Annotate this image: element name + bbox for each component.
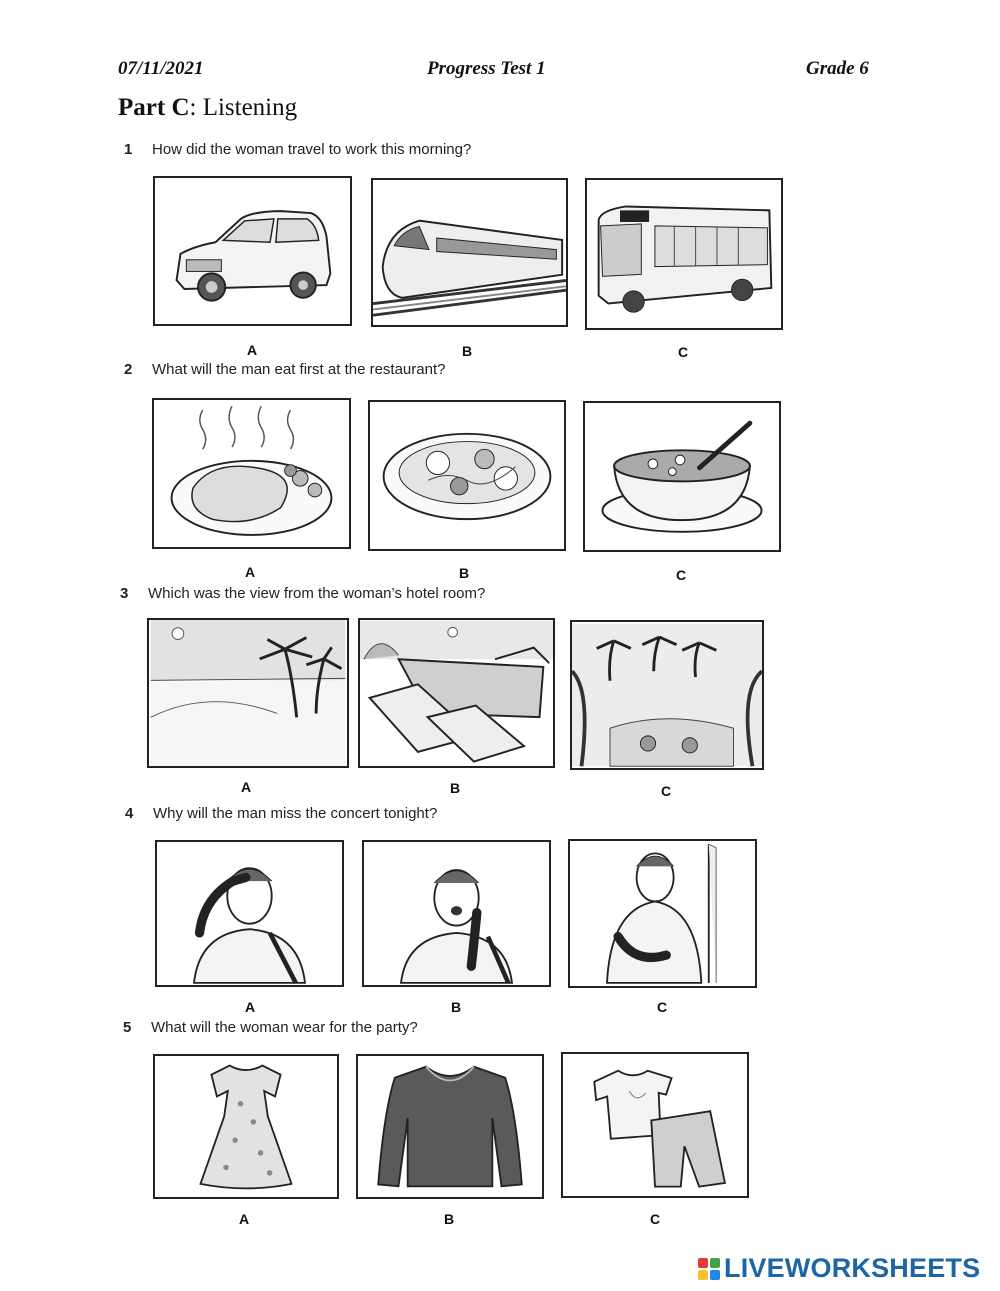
stomach-ache-icon xyxy=(570,841,755,986)
header-date: 07/11/2021 xyxy=(118,58,204,79)
option-letter: A xyxy=(245,999,256,1015)
sweater-icon xyxy=(358,1056,542,1197)
option-1a-car-picture[interactable] xyxy=(153,176,352,326)
option-1c-bus-picture[interactable] xyxy=(585,178,783,330)
logo-cube xyxy=(710,1270,720,1280)
option-letter: C xyxy=(676,567,687,583)
question-text: What will the woman wear for the party? xyxy=(151,1019,418,1036)
option-letter: B xyxy=(444,1211,455,1227)
t-shirt-and-jeans-icon xyxy=(563,1054,747,1196)
option-3b-pool-picture[interactable] xyxy=(358,618,555,768)
logo-cube xyxy=(710,1258,720,1268)
option-letter: C xyxy=(657,999,668,1015)
section-title xyxy=(118,94,297,122)
option-2c-soup-picture[interactable] xyxy=(583,401,781,552)
question-5 xyxy=(123,1019,418,1036)
option-2a-roast-chicken-picture[interactable] xyxy=(152,398,351,549)
option-letter: C xyxy=(650,1211,661,1227)
garden-icon xyxy=(572,622,762,768)
option-letter: B xyxy=(451,999,462,1015)
option-5c-t-shirt-and-jeans-picture[interactable] xyxy=(561,1052,749,1198)
dress-icon xyxy=(155,1056,337,1197)
toothache-icon xyxy=(364,842,549,985)
logo-cube xyxy=(698,1270,708,1280)
question-number: 3 xyxy=(120,585,129,602)
option-4a-headache-picture[interactable] xyxy=(155,840,344,987)
question-text: Which was the view from the woman’s hotel room? xyxy=(148,585,486,602)
brand-name: LIVEWORKSHEETS xyxy=(724,1253,981,1283)
salad-icon xyxy=(370,402,564,549)
option-4c-stomach-ache-picture[interactable] xyxy=(568,839,757,988)
header-grade: Grade 6 xyxy=(806,58,869,79)
train-icon xyxy=(373,180,566,325)
option-3c-garden-picture[interactable] xyxy=(570,620,764,770)
option-3a-beach-picture[interactable] xyxy=(147,618,349,768)
bus-icon xyxy=(587,180,781,328)
option-5a-dress-picture[interactable] xyxy=(153,1054,339,1199)
roast-chicken-icon xyxy=(154,400,349,547)
question-text: Why will the man miss the concert tonight? xyxy=(153,805,438,822)
question-number: 1 xyxy=(124,141,133,158)
question-2 xyxy=(124,361,445,378)
question-number: 2 xyxy=(124,361,133,378)
option-letter: C xyxy=(661,783,672,799)
option-letter: C xyxy=(678,344,689,360)
option-1b-train-picture[interactable] xyxy=(371,178,568,327)
option-letter: A xyxy=(241,779,252,795)
logo-cube xyxy=(698,1258,708,1268)
option-letter: A xyxy=(239,1211,250,1227)
option-2b-salad-picture[interactable] xyxy=(368,400,566,551)
option-letter: B xyxy=(450,780,461,796)
option-letter: B xyxy=(459,565,470,581)
question-3 xyxy=(120,585,485,602)
option-letter: A xyxy=(247,342,258,358)
section-title-bold: Part C xyxy=(118,94,190,121)
pool-icon xyxy=(360,620,553,766)
headache-icon xyxy=(157,842,342,985)
question-4 xyxy=(125,805,437,822)
question-number: 4 xyxy=(125,805,134,822)
liveworksheets-logo xyxy=(698,1253,980,1284)
logo-cubes-icon xyxy=(698,1258,720,1280)
question-text: What will the man eat first at the restaurant? xyxy=(152,361,446,378)
question-text: How did the woman travel to work this morning? xyxy=(152,141,472,158)
option-4b-toothache-picture[interactable] xyxy=(362,840,551,987)
section-title-rest: : Listening xyxy=(189,94,298,121)
question-1 xyxy=(124,141,471,158)
soup-icon xyxy=(585,403,779,550)
car-icon xyxy=(155,178,350,324)
question-number: 5 xyxy=(123,1019,132,1036)
header-title: Progress Test 1 xyxy=(427,58,546,79)
option-letter: A xyxy=(245,564,256,580)
beach-icon xyxy=(149,620,347,766)
option-letter: B xyxy=(462,343,473,359)
option-5b-sweater-picture[interactable] xyxy=(356,1054,544,1199)
